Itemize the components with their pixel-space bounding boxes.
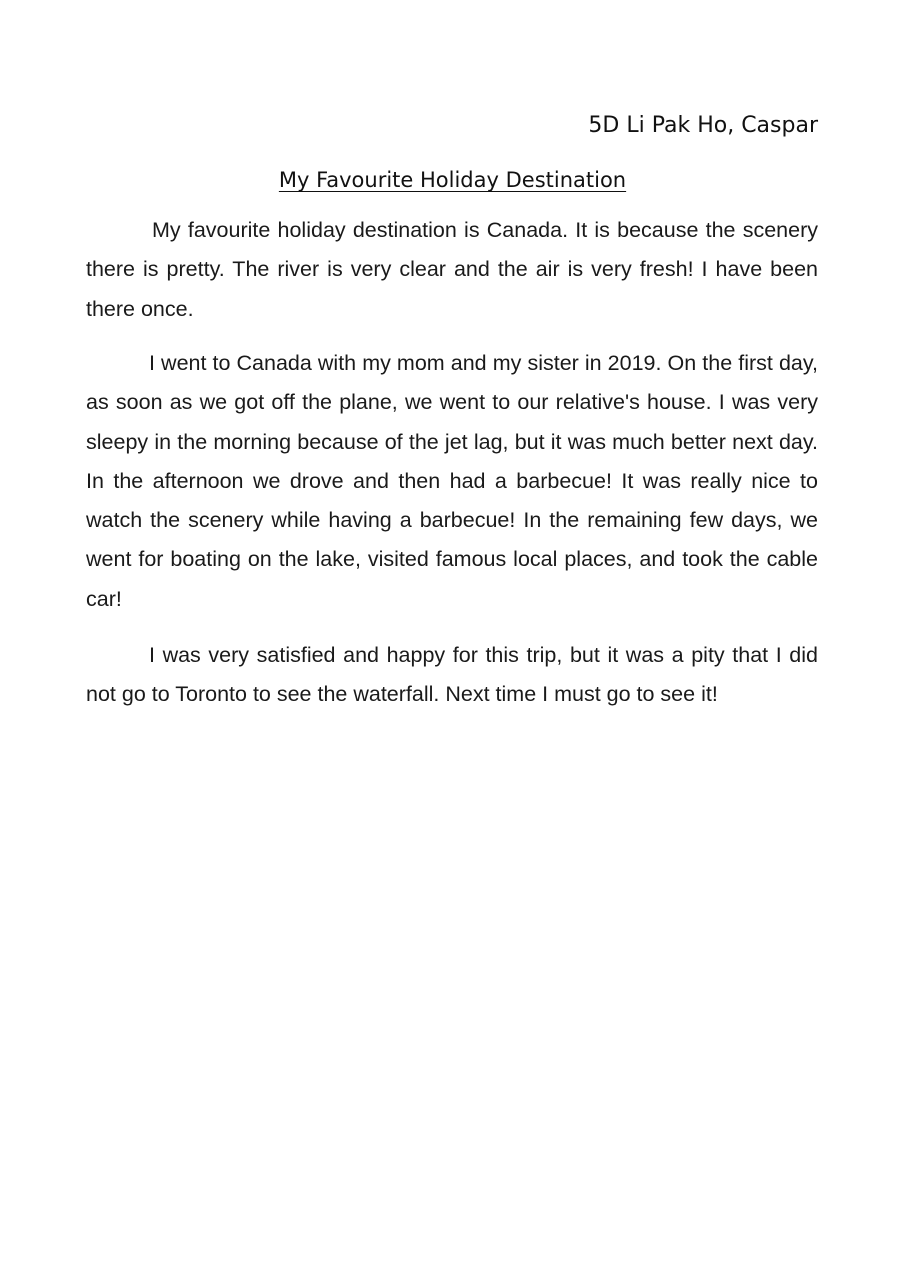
paragraph-1: My favourite holiday destination is Canada. It is because the scenery there is pretty. The river is very clear and the air is very fresh! I have been there once. <box>86 218 818 321</box>
paragraph-3: I was very satisfied and happy for this trip, but it was a pity that I did not go to Toronto to see the waterfall. Next time I must go to see it! <box>86 643 818 707</box>
paragraph-2: I went to Canada with my mom and my sister in 2019. On the first day, as soon as we got off the plane, we went to our relative's house. I was very sleepy in the morning because of the jet lag, but it was much better next day. In the afternoon we drove and then had a barbecue! It was really nice to watch the scenery while having a barbecue! In the remaining few days, we went for boating on the lake, visited famous local places, and took the cable car! <box>86 351 818 611</box>
document-title-text: My Favourite Holiday Destination <box>278 168 627 192</box>
author-line: 5D Li Pak Ho, Caspar <box>588 113 818 138</box>
document-title <box>0 165 905 195</box>
